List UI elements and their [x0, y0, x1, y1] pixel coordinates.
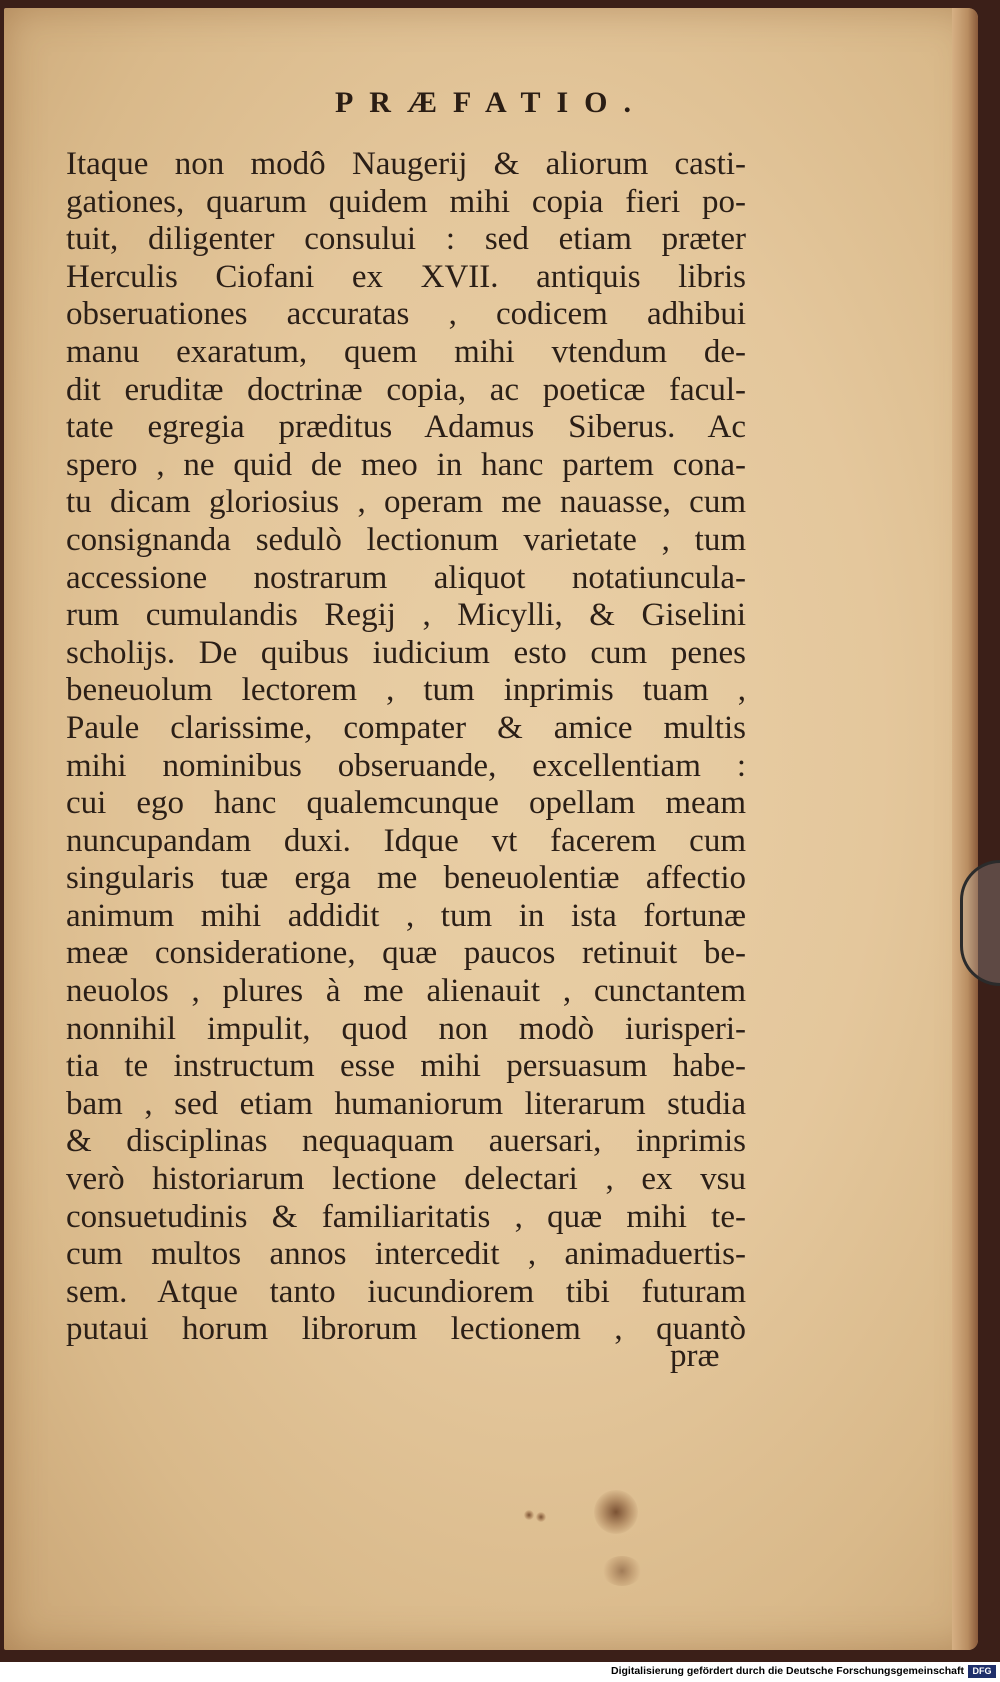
text-line: tia te instructum esse mihi persuasum habe- [66, 1048, 746, 1085]
text-line: sem. Atque tanto iucundiorem tibi futuram [66, 1273, 746, 1310]
text-line: Itaque non modô Naugerij & aliorum casti- [66, 146, 746, 182]
ink-stain [536, 1512, 546, 1522]
text-line: nuncupandam duxi. Idque vt facerem cum [66, 822, 746, 859]
paper-page [4, 8, 978, 1650]
text-line: gationes, quarum quidem mihi copia fieri po- [66, 183, 746, 220]
text-line: consignanda sedulò lectionum varietate , tum [66, 521, 746, 558]
page-clip-tab [960, 860, 1000, 986]
text-line: consuetudinis & familiaritatis , quæ mihi te- [66, 1198, 746, 1235]
text-line: verò historiarum lectione delectari , ex vsu [66, 1161, 746, 1198]
text-line: cum multos annos intercedit , animaduertis- [66, 1236, 746, 1273]
ink-stain [594, 1490, 638, 1534]
text-line: animum mihi addidit , tum in ista fortunæ [66, 897, 746, 934]
ink-stain [602, 1556, 642, 1586]
text-line: rum cumulandis Regij , Micylli, & Giselini [66, 597, 746, 634]
text-line: putaui horum librorum lectionem , quantò [66, 1311, 746, 1348]
text-line: dit eruditæ doctrinæ copia, ac poeticæ facul- [66, 371, 746, 408]
text-line: mihi nominibus obseruande, excellentiam : [66, 747, 746, 784]
text-line: neuolos , plures à me alienauit , cunctantem [66, 973, 746, 1010]
text-line: tuit, diligenter consului : sed etiam præter [66, 221, 746, 258]
text-line: manu exaratum, quem mihi vtendum de- [66, 333, 746, 370]
catchword: præ [670, 1338, 720, 1374]
text-line: accessione nostrarum aliquot notatiuncula- [66, 559, 746, 596]
text-line: singularis tuæ erga me beneuolentiæ affectio [66, 860, 746, 897]
running-head: PRÆFATIO. [334, 86, 648, 119]
text-line: meæ consideratione, quæ paucos retinuit be- [66, 935, 746, 972]
funding-credit: Digitalisierung gefördert durch die Deutsche Forschungsgemeinschaft [611, 1665, 964, 1677]
text-line: bam , sed etiam humaniorum literarum studia [66, 1085, 746, 1122]
dfg-logo: DFG [968, 1665, 996, 1678]
text-line: Herculis Ciofani ex XVII. antiquis libris [66, 258, 746, 295]
text-line: tate egregia præditus Adamus Siberus. Ac [66, 409, 746, 446]
text-line: tu dicam gloriosius , operam me nauasse, cum [66, 484, 746, 521]
text-line: beneuolum lectorem , tum inprimis tuam , [66, 672, 746, 709]
text-line: cui ego hanc qualemcunque opellam meam [66, 785, 746, 822]
text-line: & disciplinas nequaquam auersari, inprimis [66, 1123, 746, 1160]
text-line: obseruationes accuratas , codicem adhibui [66, 296, 746, 333]
ink-stain [524, 1510, 534, 1520]
text-line: Paule clarissime, compater & amice multis [66, 709, 746, 746]
footer-bar [0, 1662, 1000, 1682]
text-line: spero , ne quid de meo in hanc partem cona- [66, 446, 746, 483]
page-edge [952, 8, 978, 1650]
text-line: scholijs. De quibus iudicium esto cum penes [66, 634, 746, 671]
text-line: nonnihil impulit, quod non modò iurisperi- [66, 1010, 746, 1047]
body-text [66, 146, 746, 1349]
